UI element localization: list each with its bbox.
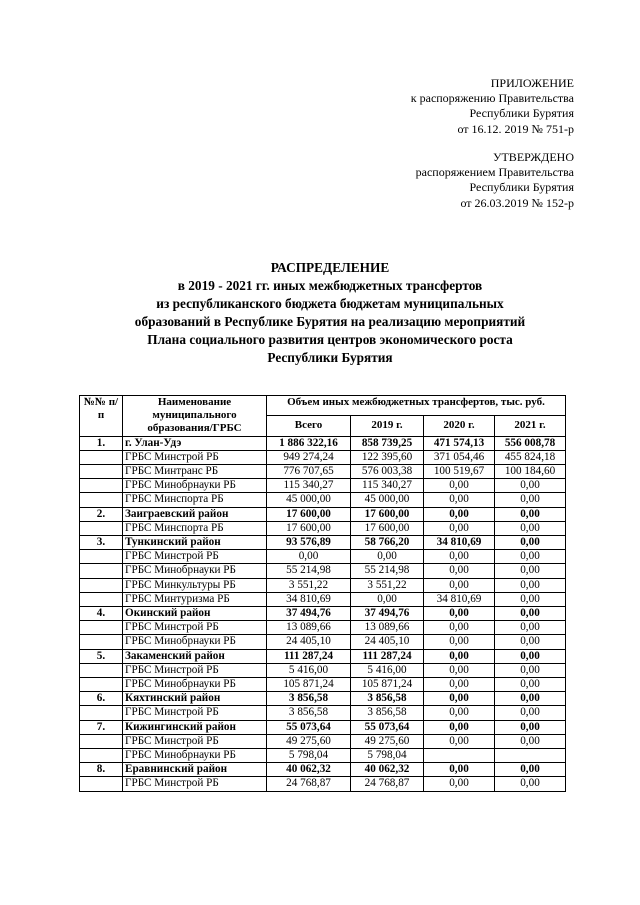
row-name-cell: ГРБС Минобрнауки РБ [123, 479, 267, 493]
row-2021-cell: 0,00 [495, 578, 566, 592]
table-row [80, 536, 566, 550]
row-2020-cell: 0,00 [424, 734, 495, 748]
row-2020-cell: 0,00 [424, 621, 495, 635]
row-2021-cell: 0,00 [495, 564, 566, 578]
row-2021-cell: 0,00 [495, 621, 566, 635]
appendix-line: к распоряжению Правительства [410, 91, 574, 106]
row-2021-cell: 0,00 [495, 663, 566, 677]
row-2021-cell: 0,00 [495, 521, 566, 535]
header-volume: Объем иных межбюджетных трансфертов, тыс. руб. [267, 396, 566, 416]
row-2019-cell: 858 739,25 [351, 436, 424, 450]
row-2019-cell: 5 416,00 [351, 663, 424, 677]
row-2020-cell: 0,00 [424, 692, 495, 706]
row-total-cell: 111 287,24 [267, 649, 351, 663]
row-total-cell: 1 886 322,16 [267, 436, 351, 450]
row-total-cell: 34 810,69 [267, 592, 351, 606]
row-2021-cell: 0,00 [495, 607, 566, 621]
title-line: из республиканского бюджета бюджетам муниципальных [156, 296, 504, 311]
row-name-cell: ГРБС Минспорта РБ [123, 521, 267, 535]
row-name-cell: ГРБС Минобрнауки РБ [123, 678, 267, 692]
row-2020-cell: 34 810,69 [424, 536, 495, 550]
row-2019-cell: 111 287,24 [351, 649, 424, 663]
row-num-cell [80, 564, 123, 578]
row-name-cell: ГРБС Минкультуры РБ [123, 578, 267, 592]
table-row [80, 479, 566, 493]
row-total-cell: 949 274,24 [267, 450, 351, 464]
table-row [80, 450, 566, 464]
row-2021-cell: 556 008,78 [495, 436, 566, 450]
row-total-cell: 3 856,58 [267, 692, 351, 706]
row-total-cell: 37 494,76 [267, 607, 351, 621]
row-total-cell: 17 600,00 [267, 521, 351, 535]
row-2021-cell: 0,00 [495, 720, 566, 734]
row-num-cell [80, 550, 123, 564]
row-2020-cell: 34 810,69 [424, 592, 495, 606]
header-col-total: Всего [267, 416, 351, 436]
appendix-line: от 16.12. 2019 № 751-р [457, 121, 574, 136]
row-2021-cell: 0,00 [495, 649, 566, 663]
row-name-cell: ГРБС Минстрой РБ [123, 621, 267, 635]
document-title [70, 259, 590, 367]
row-2019-cell: 13 089,66 [351, 621, 424, 635]
row-num-cell: 8. [80, 763, 123, 777]
row-2019-cell: 17 600,00 [351, 521, 424, 535]
row-name-cell: ГРБС Минстрой РБ [123, 734, 267, 748]
header-col-2021: 2021 г. [495, 416, 566, 436]
row-total-cell: 24 768,87 [267, 777, 351, 791]
row-2021-cell: 0,00 [495, 550, 566, 564]
row-name-cell: Еравнинский район [123, 763, 267, 777]
row-num-cell [80, 450, 123, 464]
row-2021-cell: 0,00 [495, 734, 566, 748]
row-num-cell: 2. [80, 507, 123, 521]
row-num-cell [80, 635, 123, 649]
row-total-cell: 49 275,60 [267, 734, 351, 748]
appendix-block [411, 76, 574, 137]
row-total-cell: 45 000,00 [267, 493, 351, 507]
approved-line: распоряжением Правительства [415, 165, 574, 180]
row-2020-cell: 0,00 [424, 720, 495, 734]
row-2019-cell: 105 871,24 [351, 678, 424, 692]
row-num-cell [80, 521, 123, 535]
row-num-cell [80, 734, 123, 748]
row-2020-cell: 371 054,46 [424, 450, 495, 464]
table-row [80, 436, 566, 450]
row-2020-cell: 0,00 [424, 777, 495, 791]
row-2019-cell: 0,00 [351, 592, 424, 606]
row-total-cell: 17 600,00 [267, 507, 351, 521]
row-2020-cell: 0,00 [424, 521, 495, 535]
row-num-cell [80, 479, 123, 493]
approved-line: Республики Бурятия [469, 180, 574, 195]
row-2019-cell: 3 856,58 [351, 706, 424, 720]
row-name-cell: ГРБС Минтуризма РБ [123, 592, 267, 606]
row-2021-cell: 0,00 [495, 706, 566, 720]
header-col-2020: 2020 г. [424, 416, 495, 436]
row-2021-cell: 0,00 [495, 777, 566, 791]
row-2019-cell: 24 405,10 [351, 635, 424, 649]
row-2019-cell: 37 494,76 [351, 607, 424, 621]
row-name-cell: Кижингинский район [123, 720, 267, 734]
row-2019-cell: 3 551,22 [351, 578, 424, 592]
row-total-cell: 0,00 [267, 550, 351, 564]
row-2021-cell: 0,00 [495, 479, 566, 493]
table-row [80, 692, 566, 706]
row-2019-cell: 115 340,27 [351, 479, 424, 493]
row-num-cell [80, 493, 123, 507]
row-2020-cell: 0,00 [424, 493, 495, 507]
row-2019-cell: 24 768,87 [351, 777, 424, 791]
row-2020-cell: 0,00 [424, 763, 495, 777]
row-num-cell [80, 749, 123, 763]
row-total-cell: 24 405,10 [267, 635, 351, 649]
table-row [80, 749, 566, 763]
row-2019-cell: 49 275,60 [351, 734, 424, 748]
row-2020-cell: 0,00 [424, 706, 495, 720]
title-line: Республики Бурятия [267, 350, 393, 365]
row-num-cell: 3. [80, 536, 123, 550]
header-num: №№ п/п [80, 396, 123, 437]
table-body [80, 436, 566, 791]
row-num-cell [80, 578, 123, 592]
row-num-cell [80, 621, 123, 635]
title-line: РАСПРЕДЕЛЕНИЕ [270, 260, 390, 275]
row-name-cell: г. Улан-Удэ [123, 436, 267, 450]
table-row [80, 706, 566, 720]
row-num-cell [80, 592, 123, 606]
table-row [80, 763, 566, 777]
row-2020-cell [424, 749, 495, 763]
row-2021-cell: 0,00 [495, 536, 566, 550]
table-row [80, 592, 566, 606]
row-2021-cell: 455 824,18 [495, 450, 566, 464]
row-2020-cell: 0,00 [424, 663, 495, 677]
row-2021-cell [495, 749, 566, 763]
row-name-cell: Закаменский район [123, 649, 267, 663]
table-row [80, 493, 566, 507]
row-name-cell: Тункинский район [123, 536, 267, 550]
row-2021-cell: 0,00 [495, 763, 566, 777]
row-total-cell: 93 576,89 [267, 536, 351, 550]
row-total-cell: 3 551,22 [267, 578, 351, 592]
row-name-cell: ГРБС Минобрнауки РБ [123, 564, 267, 578]
appendix-line: Республики Бурятия [469, 106, 574, 121]
row-2019-cell: 45 000,00 [351, 493, 424, 507]
table-row [80, 564, 566, 578]
row-total-cell: 40 062,32 [267, 763, 351, 777]
row-2020-cell: 0,00 [424, 678, 495, 692]
row-total-cell: 115 340,27 [267, 479, 351, 493]
header-name: Наименование муниципального образования/ГРБС [123, 396, 267, 437]
row-num-cell: 6. [80, 692, 123, 706]
row-2019-cell: 3 856,58 [351, 692, 424, 706]
row-name-cell: ГРБС Минтранс РБ [123, 465, 267, 479]
row-name-cell: ГРБС Минстрой РБ [123, 706, 267, 720]
row-name-cell: ГРБС Минстрой РБ [123, 777, 267, 791]
table-row [80, 720, 566, 734]
row-num-cell [80, 777, 123, 791]
row-num-cell [80, 663, 123, 677]
row-2021-cell: 0,00 [495, 635, 566, 649]
row-2021-cell: 100 184,60 [495, 465, 566, 479]
row-name-cell: ГРБС Минобрнауки РБ [123, 635, 267, 649]
title-line: образований в Республике Бурятия на реализацию мероприятий [134, 314, 526, 329]
row-total-cell: 13 089,66 [267, 621, 351, 635]
row-2021-cell: 0,00 [495, 692, 566, 706]
row-total-cell: 776 707,65 [267, 465, 351, 479]
row-2019-cell: 17 600,00 [351, 507, 424, 521]
row-name-cell: ГРБС Минстрой РБ [123, 663, 267, 677]
row-2019-cell: 55 214,98 [351, 564, 424, 578]
row-num-cell: 1. [80, 436, 123, 450]
table-row [80, 663, 566, 677]
row-name-cell: Окинский район [123, 607, 267, 621]
row-total-cell: 3 856,58 [267, 706, 351, 720]
table-row [80, 649, 566, 663]
row-2019-cell: 5 798,04 [351, 749, 424, 763]
row-2020-cell: 0,00 [424, 635, 495, 649]
header-col-2019: 2019 г. [351, 416, 424, 436]
table-row [80, 465, 566, 479]
row-2019-cell: 55 073,64 [351, 720, 424, 734]
row-name-cell: ГРБС Минспорта РБ [123, 493, 267, 507]
row-2019-cell: 40 062,32 [351, 763, 424, 777]
row-2020-cell: 0,00 [424, 578, 495, 592]
row-2020-cell: 0,00 [424, 507, 495, 521]
row-2019-cell: 122 395,60 [351, 450, 424, 464]
table-row [80, 678, 566, 692]
row-2020-cell: 0,00 [424, 607, 495, 621]
row-2019-cell: 0,00 [351, 550, 424, 564]
approved-block [416, 150, 574, 211]
row-num-cell [80, 465, 123, 479]
row-name-cell: ГРБС Минстрой РБ [123, 450, 267, 464]
table-row [80, 621, 566, 635]
row-2019-cell: 576 003,38 [351, 465, 424, 479]
row-num-cell [80, 678, 123, 692]
table-row [80, 507, 566, 521]
row-2020-cell: 0,00 [424, 479, 495, 493]
approved-line: УТВЕРЖДЕНО [492, 150, 574, 164]
appendix-line: ПРИЛОЖЕНИЕ [490, 76, 574, 90]
row-2020-cell: 100 519,67 [424, 465, 495, 479]
row-2019-cell: 58 766,20 [351, 536, 424, 550]
row-total-cell: 105 871,24 [267, 678, 351, 692]
row-2021-cell: 0,00 [495, 493, 566, 507]
row-2021-cell: 0,00 [495, 507, 566, 521]
row-num-cell: 4. [80, 607, 123, 621]
table-row [80, 777, 566, 791]
row-2020-cell: 471 574,13 [424, 436, 495, 450]
table-row [80, 578, 566, 592]
row-num-cell [80, 706, 123, 720]
row-name-cell: Заиграевский район [123, 507, 267, 521]
row-num-cell: 5. [80, 649, 123, 663]
row-name-cell: Кяхтинский район [123, 692, 267, 706]
row-2020-cell: 0,00 [424, 649, 495, 663]
table-row [80, 521, 566, 535]
transfers-table [79, 395, 566, 792]
table-row [80, 607, 566, 621]
row-total-cell: 55 073,64 [267, 720, 351, 734]
row-2021-cell: 0,00 [495, 678, 566, 692]
row-2020-cell: 0,00 [424, 564, 495, 578]
row-2020-cell: 0,00 [424, 550, 495, 564]
table-row [80, 550, 566, 564]
row-total-cell: 5 798,04 [267, 749, 351, 763]
title-line: Плана социального развития центров экономического роста [147, 332, 513, 347]
table-row [80, 635, 566, 649]
row-num-cell: 7. [80, 720, 123, 734]
row-name-cell: ГРБС Минобрнауки РБ [123, 749, 267, 763]
table-row [80, 734, 566, 748]
row-2021-cell: 0,00 [495, 592, 566, 606]
approved-line: от 26.03.2019 № 152-р [460, 195, 574, 210]
row-total-cell: 55 214,98 [267, 564, 351, 578]
title-line: в 2019 - 2021 гг. иных межбюджетных трансфертов [177, 278, 483, 293]
row-name-cell: ГРБС Минстрой РБ [123, 550, 267, 564]
row-total-cell: 5 416,00 [267, 663, 351, 677]
